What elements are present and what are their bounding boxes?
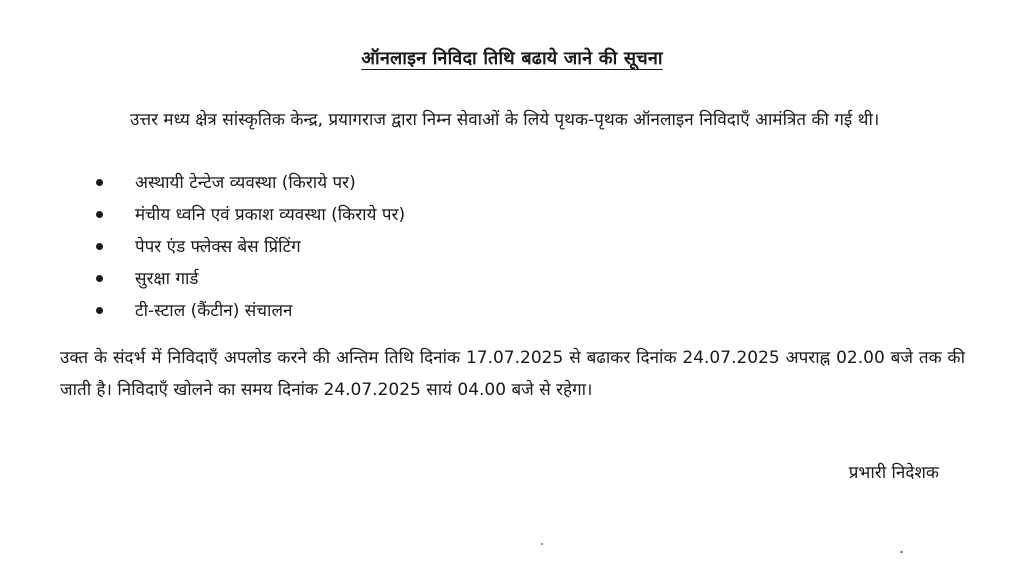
signature-designation: प्रभारी निदेशक	[848, 463, 939, 483]
document-title: ऑनलाइन निविदा तिथि बढाये जाने की सूचना	[361, 48, 663, 69]
bullet-icon	[96, 275, 103, 282]
service-label: मंचीय ध्वनि एवं प्रकाश व्यवस्था (किराये पर)	[135, 205, 406, 225]
scan-speck	[900, 551, 903, 553]
service-label: अस्थायी टेन्टेज व्यवस्था (किराये पर)	[135, 173, 356, 193]
list-item	[96, 199, 405, 231]
service-label: सुरक्षा गार्ड	[135, 269, 199, 289]
bullet-icon	[96, 243, 103, 250]
list-item	[96, 167, 405, 199]
list-item	[96, 295, 405, 327]
list-item	[96, 263, 405, 295]
bullet-icon	[96, 211, 103, 218]
extension-notice-paragraph: उक्त के संदर्भ में निविदाएँ अपलोड करने की अन्तिम तिथि दिनांक 17.07.2025 से बढाकर दिनांक 24.07.2025 अपराह्न 02.00 बजे तक की जाती है। निविदाएँ खोलने का समय दिनांक 24.07.2025 सायं 04.00 बजे से रहेगा।	[60, 348, 965, 400]
bullet-icon	[96, 179, 103, 186]
intro-paragraph: उत्तर मध्य क्षेत्र सांस्कृतिक केन्द्र, प्रयागराज द्वारा निम्न सेवाओं के लिये पृथक-पृथक ऑनलाइन निविदाएँ आमंत्रित की गई थी।	[130, 110, 880, 130]
service-label: पेपर एंड फ्लेक्स बेस प्रिंटिंग	[135, 237, 301, 257]
services-list	[96, 167, 405, 327]
scan-speck	[541, 543, 543, 545]
bullet-icon	[96, 307, 103, 314]
list-item	[96, 231, 405, 263]
service-label: टी-स्टाल (कैंटीन) संचालन	[135, 301, 293, 321]
